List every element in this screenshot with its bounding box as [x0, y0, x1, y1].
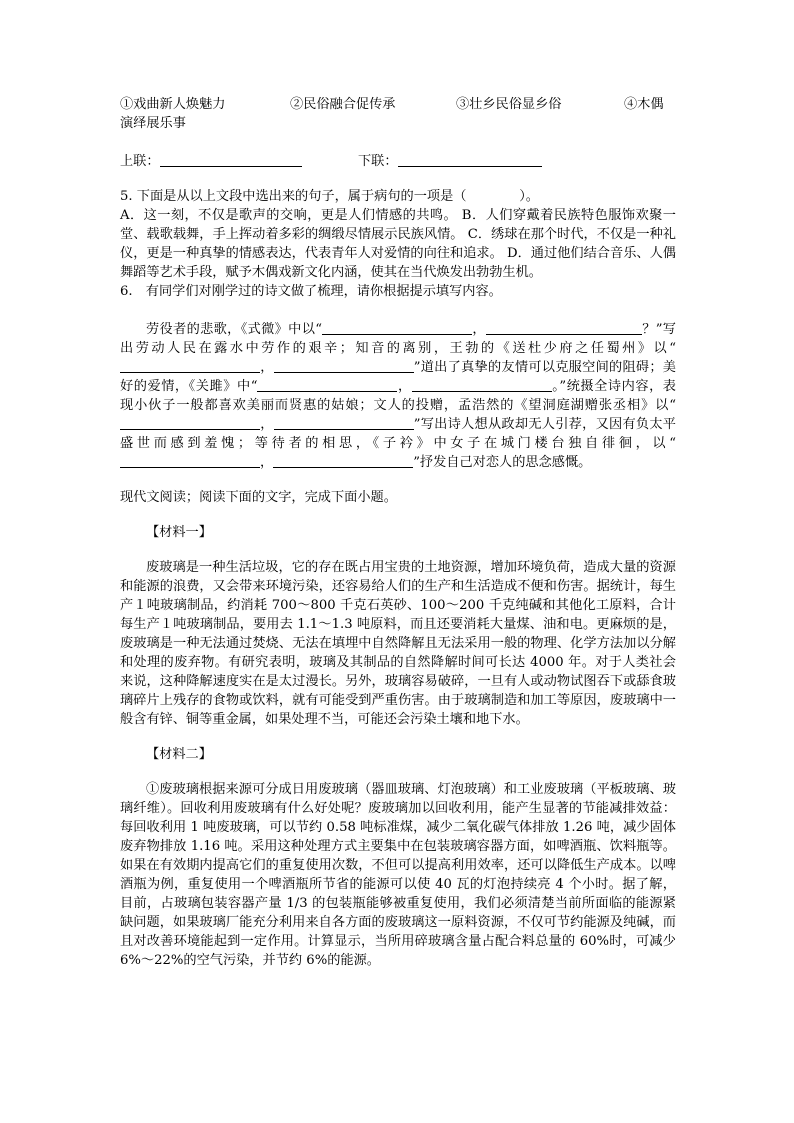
- q6-blank-8[interactable]: [274, 415, 414, 430]
- q4-option-1: ①戏曲新人焕魅力: [120, 97, 226, 112]
- material-2-title: 【材料二】: [146, 747, 212, 762]
- q6-blank-2[interactable]: [486, 320, 642, 335]
- q4-option-4-tail: 演绎展乐事: [120, 116, 186, 131]
- material-1-title: 【材料一】: [146, 525, 212, 540]
- q6-text-2: ，: [471, 322, 486, 337]
- q6-text-6: ，: [397, 379, 412, 394]
- q5-stem: 5. 下面是从以上文段中选出来的句子，属于病句的一项是（ ）。: [120, 189, 539, 204]
- q6-blank-6[interactable]: [412, 377, 552, 392]
- material-1-text: 废玻璃是一种生活垃圾，它的存在既占用宝贵的土地资源，增加环境负荷，造成大量的资源和能源的浪费，又会带来环境污染，还容易给人们的生产和生活造成不便和伤害。据统计，每生产１吨玻璃制品，约消耗 700～800 千克石英砂、100～200 千克纯碱和其他化工原料，合计每生产１吨玻璃制品，要用去 1.1～1.3 吨原料，而且还要消耗大量煤、油和电。更麻烦的是，废玻璃是一种无法通过焚烧、无法在填埋中自然降解且无法采用一般的物理、化学方法加以分解和处理的废弃物。有研究表明，玻璃及其制品的自然降解时间可长达 4000 年。对于人类社会来说，这种降解速度实在是太过漫长。另外，玻璃容易破碎，一旦有人或动物试图吞下或舔食玻璃碎片上残存的食物或饮料，就有可能受到严重伤害。由于玻璃制造和加工等原因，废玻璃中一般含有锌、铜等重金属，如果处理不当，可能还会污染土壤和地下水。: [120, 560, 676, 727]
- material-2-text: ①废玻璃根据来源可分成日用废玻璃（器皿玻璃、灯泡玻璃）和工业废玻璃（平板玻璃、玻璃纤维）。回收利用废玻璃有什么好处呢？废玻璃加以回收利用，能产生显著的节能减排效益：每回收利用 1 吨废玻璃，可以节约 0.58 吨标准煤，减少二氧化碳气体排放 1.26 吨，减少固体废弃物排放 1.16 吨。采用这种处理方式主要集中在包装玻璃容器方面，如啤酒瓶、饮料瓶等。如果在有效期内提高它们的重复使用次数，不但可以提高利用效率，还可以降低生产成本。以啤酒瓶为例，重复使用一个啤酒瓶所节省的能源可以使 40 瓦的灯泡持续亮 4 个小时。据了解，目前，占玻璃包装容器产量 1/3 的包装瓶能够被重复使用，我们必须清楚当前所面临的能源紧缺问题，如果玻璃厂能充分利用来自各方面的废玻璃这一原料资源，不仅可节约能源及纯碱，而且对改善环境能起到一定作用。计算显示，当所用碎玻璃含量占配合料总量的 60%时，可减少 6%～22%的空气污染，并节约 6%的能源。: [120, 782, 676, 968]
- q6-blank-3[interactable]: [120, 358, 260, 373]
- q6-text-5: ”道出了真挚的友情可以克服空间的阻碍；美好的爱情，《关雎》中“: [120, 360, 676, 394]
- q6-text-3: ？”写出劳动人民在露水中劳作的艰辛；知音的离别，王勃的《送杜少府之任蜀州》以“: [120, 322, 676, 356]
- q6-blank-9[interactable]: [120, 453, 260, 468]
- q4-option-2: ②民俗融合促传承: [290, 97, 396, 112]
- q4-option-4: ④木偶: [624, 97, 664, 112]
- q6-blank-10[interactable]: [273, 453, 413, 468]
- q6-text-8: ，: [260, 417, 274, 432]
- q6-text-1: 劳役者的悲歌，《式微》中以“: [146, 322, 322, 337]
- upper-couplet-blank[interactable]: [160, 152, 302, 167]
- q6-fill-paragraph: [120, 320, 676, 472]
- q6-text-9: ”写出诗人想从政却无人引荐，又因有负太平盛世而感到羞愧；等待者的相思，《子衿》中女子在城门楼台独自徘徊，以“: [120, 417, 676, 451]
- exam-page: [120, 95, 676, 970]
- q4-option-3: ③壮乡民俗显乡俗: [456, 97, 562, 112]
- q6-blank-4[interactable]: [274, 358, 414, 373]
- lower-couplet-blank[interactable]: [398, 152, 542, 167]
- q5-options: A．这一刻，不仅是歌声的交响，更是人们情感的共鸣。 B．人们穿戴着民族特色服饰欢聚一堂、载歌载舞，手上挥动着多彩的绸缎尽情展示民族风情。 C．绣球在那个时代，不仅是一种礼仪，更是一种真挚的情感表达，代表青年人对爱情的向往和追求。 D．通过他们结合音乐、人偶舞蹈等艺术手段，赋予木偶戏新文化内涵，使其在当代焕发出勃勃生机。: [120, 208, 676, 280]
- q6-text-10: ，: [260, 455, 274, 470]
- upper-couplet-label: 上联：: [120, 154, 160, 169]
- q6-blank-1[interactable]: [322, 320, 472, 335]
- q4-options: [120, 95, 676, 114]
- reading-intro: 现代文阅读；阅读下面的文字，完成下面小题。: [120, 490, 397, 505]
- lower-couplet-label: 下联：: [358, 154, 398, 169]
- q6-text-4: ，: [260, 360, 274, 375]
- q6-stem: 6. 有同学们对刚学过的诗文做了梳理，请你根据提示填写内容。: [120, 284, 502, 299]
- q6-text-11: ”抒发自己对恋人的思念感慨。: [413, 455, 592, 470]
- q6-text-7: 。”统摄全诗内容，表现小伙子一般都喜欢美丽而贤惠的姑娘；文人的投赠，孟浩然的《望洞庭湖赠张丞相》以“: [120, 379, 676, 413]
- q4-couplet: [120, 152, 676, 171]
- q6-blank-7[interactable]: [120, 415, 260, 430]
- q6-blank-5[interactable]: [257, 377, 397, 392]
